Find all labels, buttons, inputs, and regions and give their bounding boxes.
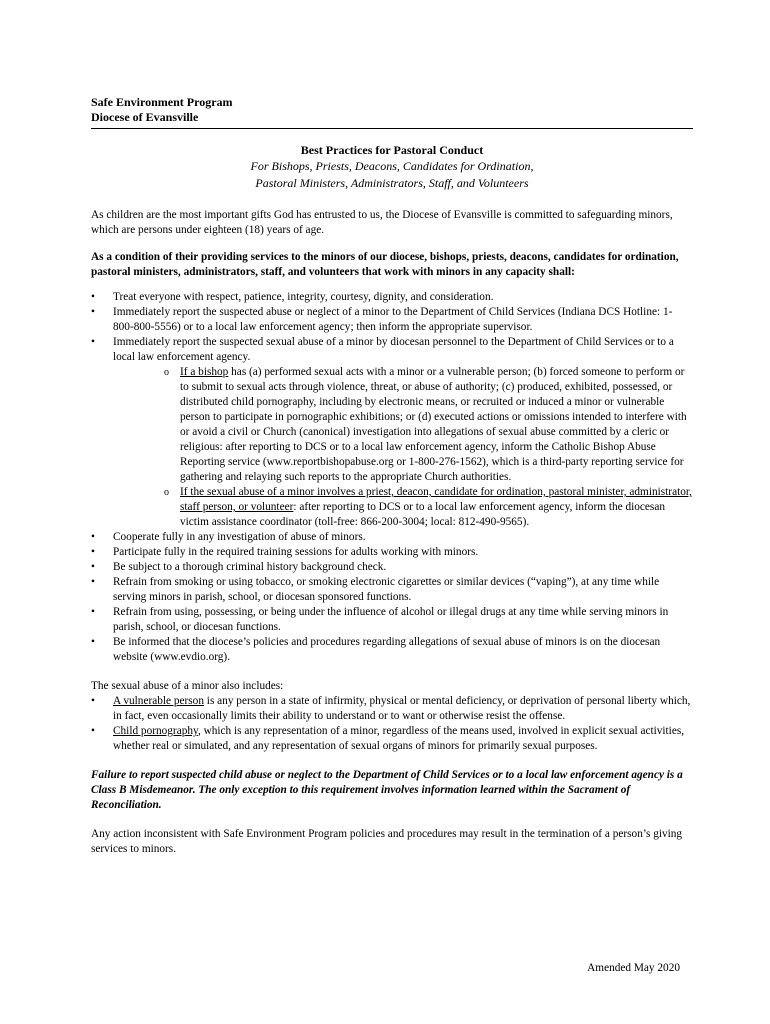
list-item xyxy=(91,724,693,754)
document-title: Best Practices for Pastoral Conduct xyxy=(300,143,484,157)
intro-paragraph: As children are the most important gifts God has entrusted to us, the Diocese of Evansville is committed to safeguarding minors, which are persons under eighteen (18) years of age. xyxy=(91,209,673,236)
obligations-list xyxy=(91,290,693,665)
list-item xyxy=(91,305,693,335)
also-includes-heading: The sexual abuse of a minor also includes: xyxy=(91,680,284,692)
program-name: Safe Environment Program xyxy=(91,95,233,109)
condition-paragraph: As a condition of their providing services to the minors of our diocese, bishops, priests, deacons, candidates for ordination, pastoral ministers, administrators, staff, and volunteers that work with minors in any capacity shall: xyxy=(91,251,679,278)
sub-list-item xyxy=(158,365,693,485)
sub-item-text: has (a) performed sexual acts with a minor or a vulnerable person; (b) forced someone to perform or to submit to sexual acts through violence, threat, or abuse of authority; (c) produced, exhibited, possessed, or distributed child pornography, including by electronic means, or recruited or induced a minor or vulnerable person to participate in pornographic exhibitions; or (d) executed actions or omissions intended to interfere with or avoid a civil or Church (canonical) investigation into allegations of sexual abuse committed by a cleric or religious: after reporting to DCS or to a local law enforcement agency, inform the Catholic Bishop Abuse Reporting service (www.reportbishopabuse.org or 1-800-276-1562), which is a third-party reporting service for gathering and relaying such reports to the appropriate Church authorities. xyxy=(180,366,687,483)
also-includes-list xyxy=(91,694,693,754)
list-item-text: Treat everyone with respect, patience, integrity, courtesy, dignity, and consideration. xyxy=(113,291,494,303)
list-item xyxy=(91,575,693,605)
diocese-name: Diocese of Evansville xyxy=(91,110,199,124)
list-item-text: Participate fully in the required training sessions for adults working with minors. xyxy=(113,546,479,558)
list-item xyxy=(91,694,693,724)
sub-list-item xyxy=(158,485,693,530)
list-item xyxy=(91,530,693,545)
list-item-text: Refrain from smoking or using tobacco, or smoking electronic cigarettes or similar devices (“vaping”), at any time while serving minors in parish, school, or diocesan sponsored functions. xyxy=(113,576,660,603)
subtitle-line-1: For Bishops, Priests, Deacons, Candidates for Ordination, xyxy=(250,159,534,173)
list-item-text: Immediately report the suspected sexual abuse of a minor by diocesan personnel to the Department of Child Services or to a local law enforcement agency. xyxy=(113,336,674,363)
sub-item-lead: If a bishop xyxy=(180,366,229,378)
amended-date: Amended May 2020 xyxy=(587,962,680,974)
sub-list xyxy=(113,365,693,530)
warning-paragraph: Failure to report suspected child abuse or neglect to the Department of Child Services or to a local law enforcement agency is a Class B Misdemeanor. The only exception to this requirement involves information learned within the Sacrament of Reconciliation. xyxy=(91,769,683,811)
definition-text: is any person in a state of infirmity, physical or mental deficiency, or deprivation of personal liberty which, in fact, even occasionally limits their ability to understand or to want or otherwise resist the offense. xyxy=(113,695,691,722)
list-item-text: Be informed that the diocese’s policies and procedures regarding allegations of sexual abuse of minors is on the diocesan website (www.evdio.org). xyxy=(113,636,661,663)
list-item xyxy=(91,560,693,575)
list-item-text: Cooperate fully in any investigation of abuse of minors. xyxy=(113,531,366,543)
subtitle-line-2: Pastoral Ministers, Administrators, Staff, and Volunteers xyxy=(255,176,529,190)
list-item-text: Immediately report the suspected abuse or neglect of a minor to the Department of Child Services (Indiana DCS Hotline: 1-800-800-5556) or to a local law enforcement agency; then inform the appropriate supervisor. xyxy=(113,306,673,333)
document-page xyxy=(91,95,693,857)
list-item xyxy=(91,290,693,305)
list-item xyxy=(91,605,693,635)
list-item xyxy=(91,635,693,665)
list-item xyxy=(91,335,693,530)
final-paragraph: Any action inconsistent with Safe Environment Program policies and procedures may result in the termination of a person’s giving services to minors. xyxy=(91,828,683,855)
list-item xyxy=(91,545,693,560)
list-item-text: Be subject to a thorough criminal history background check. xyxy=(113,561,387,573)
definition-text: , which is any representation of a minor, regardless of the means used, involved in explicit sexual activities, whether real or simulated, and any representation of sexual organs of minors for primarily sexual purposes. xyxy=(113,725,685,752)
header-rule xyxy=(91,128,693,129)
definition-term: A vulnerable person xyxy=(113,695,204,707)
sub-item-text: : after reporting to DCS or to a local law enforcement agency, inform the diocesan victim assistance coordinator (toll-free: 866-200-3004; local: 812-490-9565). xyxy=(180,501,665,528)
definition-term: Child pornography xyxy=(113,725,198,737)
sub-item-lead: If the sexual abuse of a minor involves a priest, deacon, candidate for ordination, pastoral minister, administrator, staff person, or volunteer xyxy=(180,486,693,513)
list-item-text: Refrain from using, possessing, or being under the influence of alcohol or illegal drugs at any time while serving minors in parish, school, or diocesan functions. xyxy=(113,606,669,633)
